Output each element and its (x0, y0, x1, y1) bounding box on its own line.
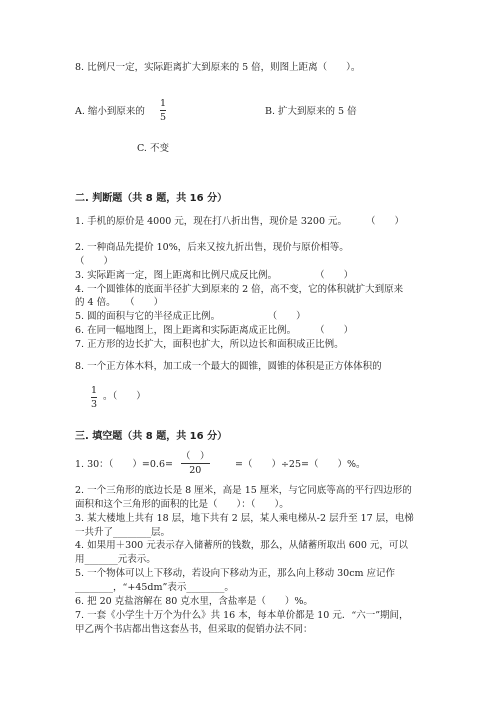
fill-item-1-fraction (181, 451, 210, 476)
fraction-denominator: 3 (91, 399, 98, 410)
section-2-heading: 二. 判断题（共 8 题，共 16 分） (75, 193, 228, 204)
fill-item-6: 6. 把 20 克盐溶解在 80 克水里，含盐率是（ ）%。 (75, 596, 313, 607)
fill-item-1-part-b: =（ ）÷25=（ ）%。 (235, 459, 366, 470)
fraction-numerator: 1 (160, 98, 167, 109)
section-3-heading: 三. 填空题（共 8 题，共 16 分） (75, 431, 228, 442)
judge-item-4: 4. 一个圆锥体的底面半径扩大到原来的 2 倍，高不变，它的体积就扩大到原来 (75, 284, 404, 295)
fraction-numerator: （ ） (181, 451, 210, 462)
fill-item-5: 5. 一个物体可以上下移动，若设向下移动为正，那么向上移动 30cm 应记作 (75, 568, 396, 579)
fill-item-2-cont: 面积和这个三角形的面积的比是（ ）：（ ）。 (75, 499, 289, 510)
fill-item-5-cont: ________，“+45dm”表示________。 (75, 582, 234, 593)
judge-item-2-blank: （ ） (75, 256, 114, 267)
fraction-denominator: 20 (189, 465, 202, 476)
question-8-text: 8. 比例尺一定，实际距离扩大到原来的 5 倍，则图上距离（ ）。 (75, 62, 361, 73)
judge-item-7: 7. 正方形的边长扩大，面积也扩大，所以边长和面积成正比例。 (75, 339, 344, 350)
judge-item-2: 2. 一种商品先提价 10%，后来又按九折出售，现价与原价相等。 (75, 242, 349, 253)
fill-item-3: 3. 某大楼地上共有 18 层，地下共有 2 层，某人乘电梯从-2 层升至 17 层，电梯 (75, 513, 414, 524)
judge-item-6: 6. 在同一幅地图上，图上距离和实际距离成正比例。 （ ） (75, 325, 354, 336)
fill-item-4: 4. 如果用＋300 元表示存入储蓄所的钱数，那么，从储蓄所取出 600 元，可以 (75, 540, 408, 551)
fraction-bar (181, 463, 210, 464)
fill-item-1-part-a: 1. 30：（ ）=0.6= (75, 459, 173, 470)
judge-item-8-fraction (91, 385, 97, 410)
fill-item-4-cont: 用_______元表示。 (75, 554, 156, 565)
fill-item-7-cont: 甲乙两个书店都出售这套丛书，但采取的促销办法不同： (75, 624, 313, 635)
fraction-numerator: 1 (91, 385, 98, 396)
fill-item-7: 7. 一套《小学生十万个为什么》共 16 本，每本单价都是 10 元．“六一”期间， (75, 610, 409, 621)
option-a-fraction (160, 98, 166, 123)
fill-item-2: 2. 一个三角形的底边长是 8 厘米，高是 15 厘米，与它同底等高的平行四边形的 (75, 485, 412, 496)
judge-item-8: 8. 一个正方体木料，加工成一个最大的圆锥，圆锥的体积是正方体体积的 (75, 361, 382, 372)
option-c: C. 不变 (137, 143, 169, 154)
option-b: B. 扩大到原来的 5 倍 (265, 106, 357, 117)
judge-item-3: 3. 实际距离一定，图上距离和比例尺成反比例。 （ ） (75, 270, 354, 281)
fill-item-3-cont: 一共升了________层。 (75, 527, 171, 538)
judge-item-5: 5. 圆的面积与它的半径成正比例。 （ ） (75, 311, 306, 322)
fraction-denominator: 5 (160, 112, 167, 123)
option-a-label: A. 缩小到原来的 (75, 106, 145, 117)
fraction-bar (91, 397, 97, 398)
judge-item-4-cont: 的 4 倍。 （ ） (75, 297, 164, 308)
fraction-bar (160, 110, 166, 111)
judge-item-1: 1. 手机的原价是 4000 元，现在打八折出售，现价是 3200 元。 （ ） (75, 216, 405, 227)
judge-item-8-tail: 。（ ） (103, 391, 146, 402)
